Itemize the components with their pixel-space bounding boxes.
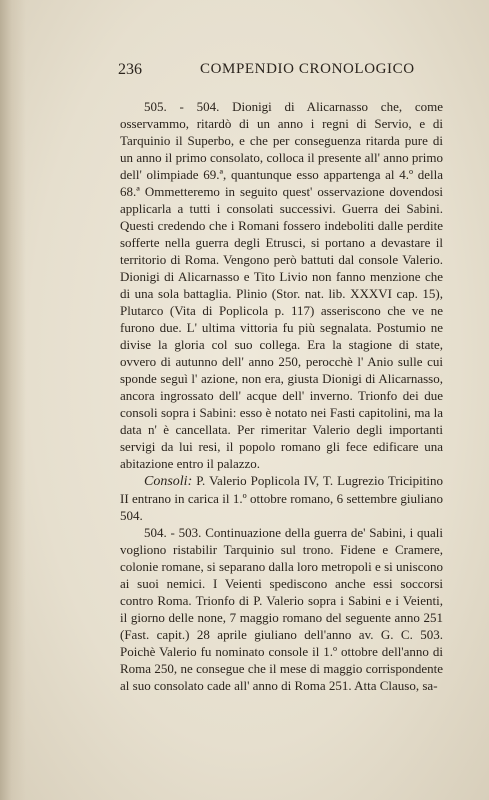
- page-gutter-shadow: [0, 0, 26, 800]
- consuls-paragraph: [120, 472, 443, 524]
- body-text: [120, 98, 443, 694]
- running-title: COMPENDIO CRONOLOGICO: [200, 61, 415, 77]
- consuls-text: P. Valerio Poplicola IV, T. Lugrezio Tricipitino II entrano in carica il 1.º ottobre romano, 6 settembre giuliano 504.: [120, 473, 443, 523]
- page-number: 236: [118, 61, 142, 78]
- running-head: [118, 61, 452, 85]
- chronology-entry-505-504: 505. - 504. Dionigi di Alicarnasso che, come osservammo, ritardò di un anno i regni di Servio, e di Tarquinio il Superbo, e che per conseguenza ritarda pure di un anno il primo consolato, colloca il presente all' anno primo dell' olimpiade 69.ª, quantunque esso appartenga al 4.º della 68.ª Ommetteremo in seguito quest' osservazione dovendosi applicarla a tutti i consolati successivi. Guerra dei Sabini. Questi credendo che i Romani fossero indeboliti dalle perdite sofferte nella guerra degli Etrusci, si portano a devastare il territorio di Roma. Vengono però battuti dal console Valerio. Dionigi di Alicarnasso e Tito Livio non fanno menzione che di una sola battaglia. Plinio (Stor. nat. lib. XXXVI cap. 15), Plutarco (Vita di Poplicola p. 117) asseriscono che ve ne furono due. L' ultima vittoria fu più segnalata. Postumio ne divise la gloria col suo collega. Era la stagione di state, ovvero di autunno dell' anno 250, perocchè l' Anio sulle cui sponde seguì l' azione, non era, giusta Dionigi di Alicarnasso, ancora ingrossato dell' acque dell' inverno. Trionfo dei due consoli sopra i Sabini: esso è notato nei Fasti capitolini, ma la data n' è cancellata. Per rimeritar Valerio degli importanti servigi da lui resi, il popolo romano gli fece edificare una abitazione entro il palazzo.: [120, 99, 443, 471]
- consuls-label: Consoli:: [144, 474, 193, 489]
- chronology-entry-504-503: 504. - 503. Continuazione della guerra de' Sabini, i quali vogliono ristabilir Tarquinio sul trono. Fidene e Cramere, colonie romane, si separano dalla loro metropoli e si uniscono ai suoi nemici. I Veienti spediscono anche essi soccorsi contro Roma. Trionfo di P. Valerio sopra i Sabini e i Veienti, il giorno delle none, 7 maggio romano del seguente anno 251 (Fast. capit.) 28 aprile giuliano dell'anno av. G. C. 503. Poichè Valerio fu nominato console il 1.º ottobre dell'anno di Roma 250, ne consegue che il mese di maggio corrispondente al suo consolato cade all' anno di Roma 251. Atta Clauso, sa-: [120, 525, 443, 693]
